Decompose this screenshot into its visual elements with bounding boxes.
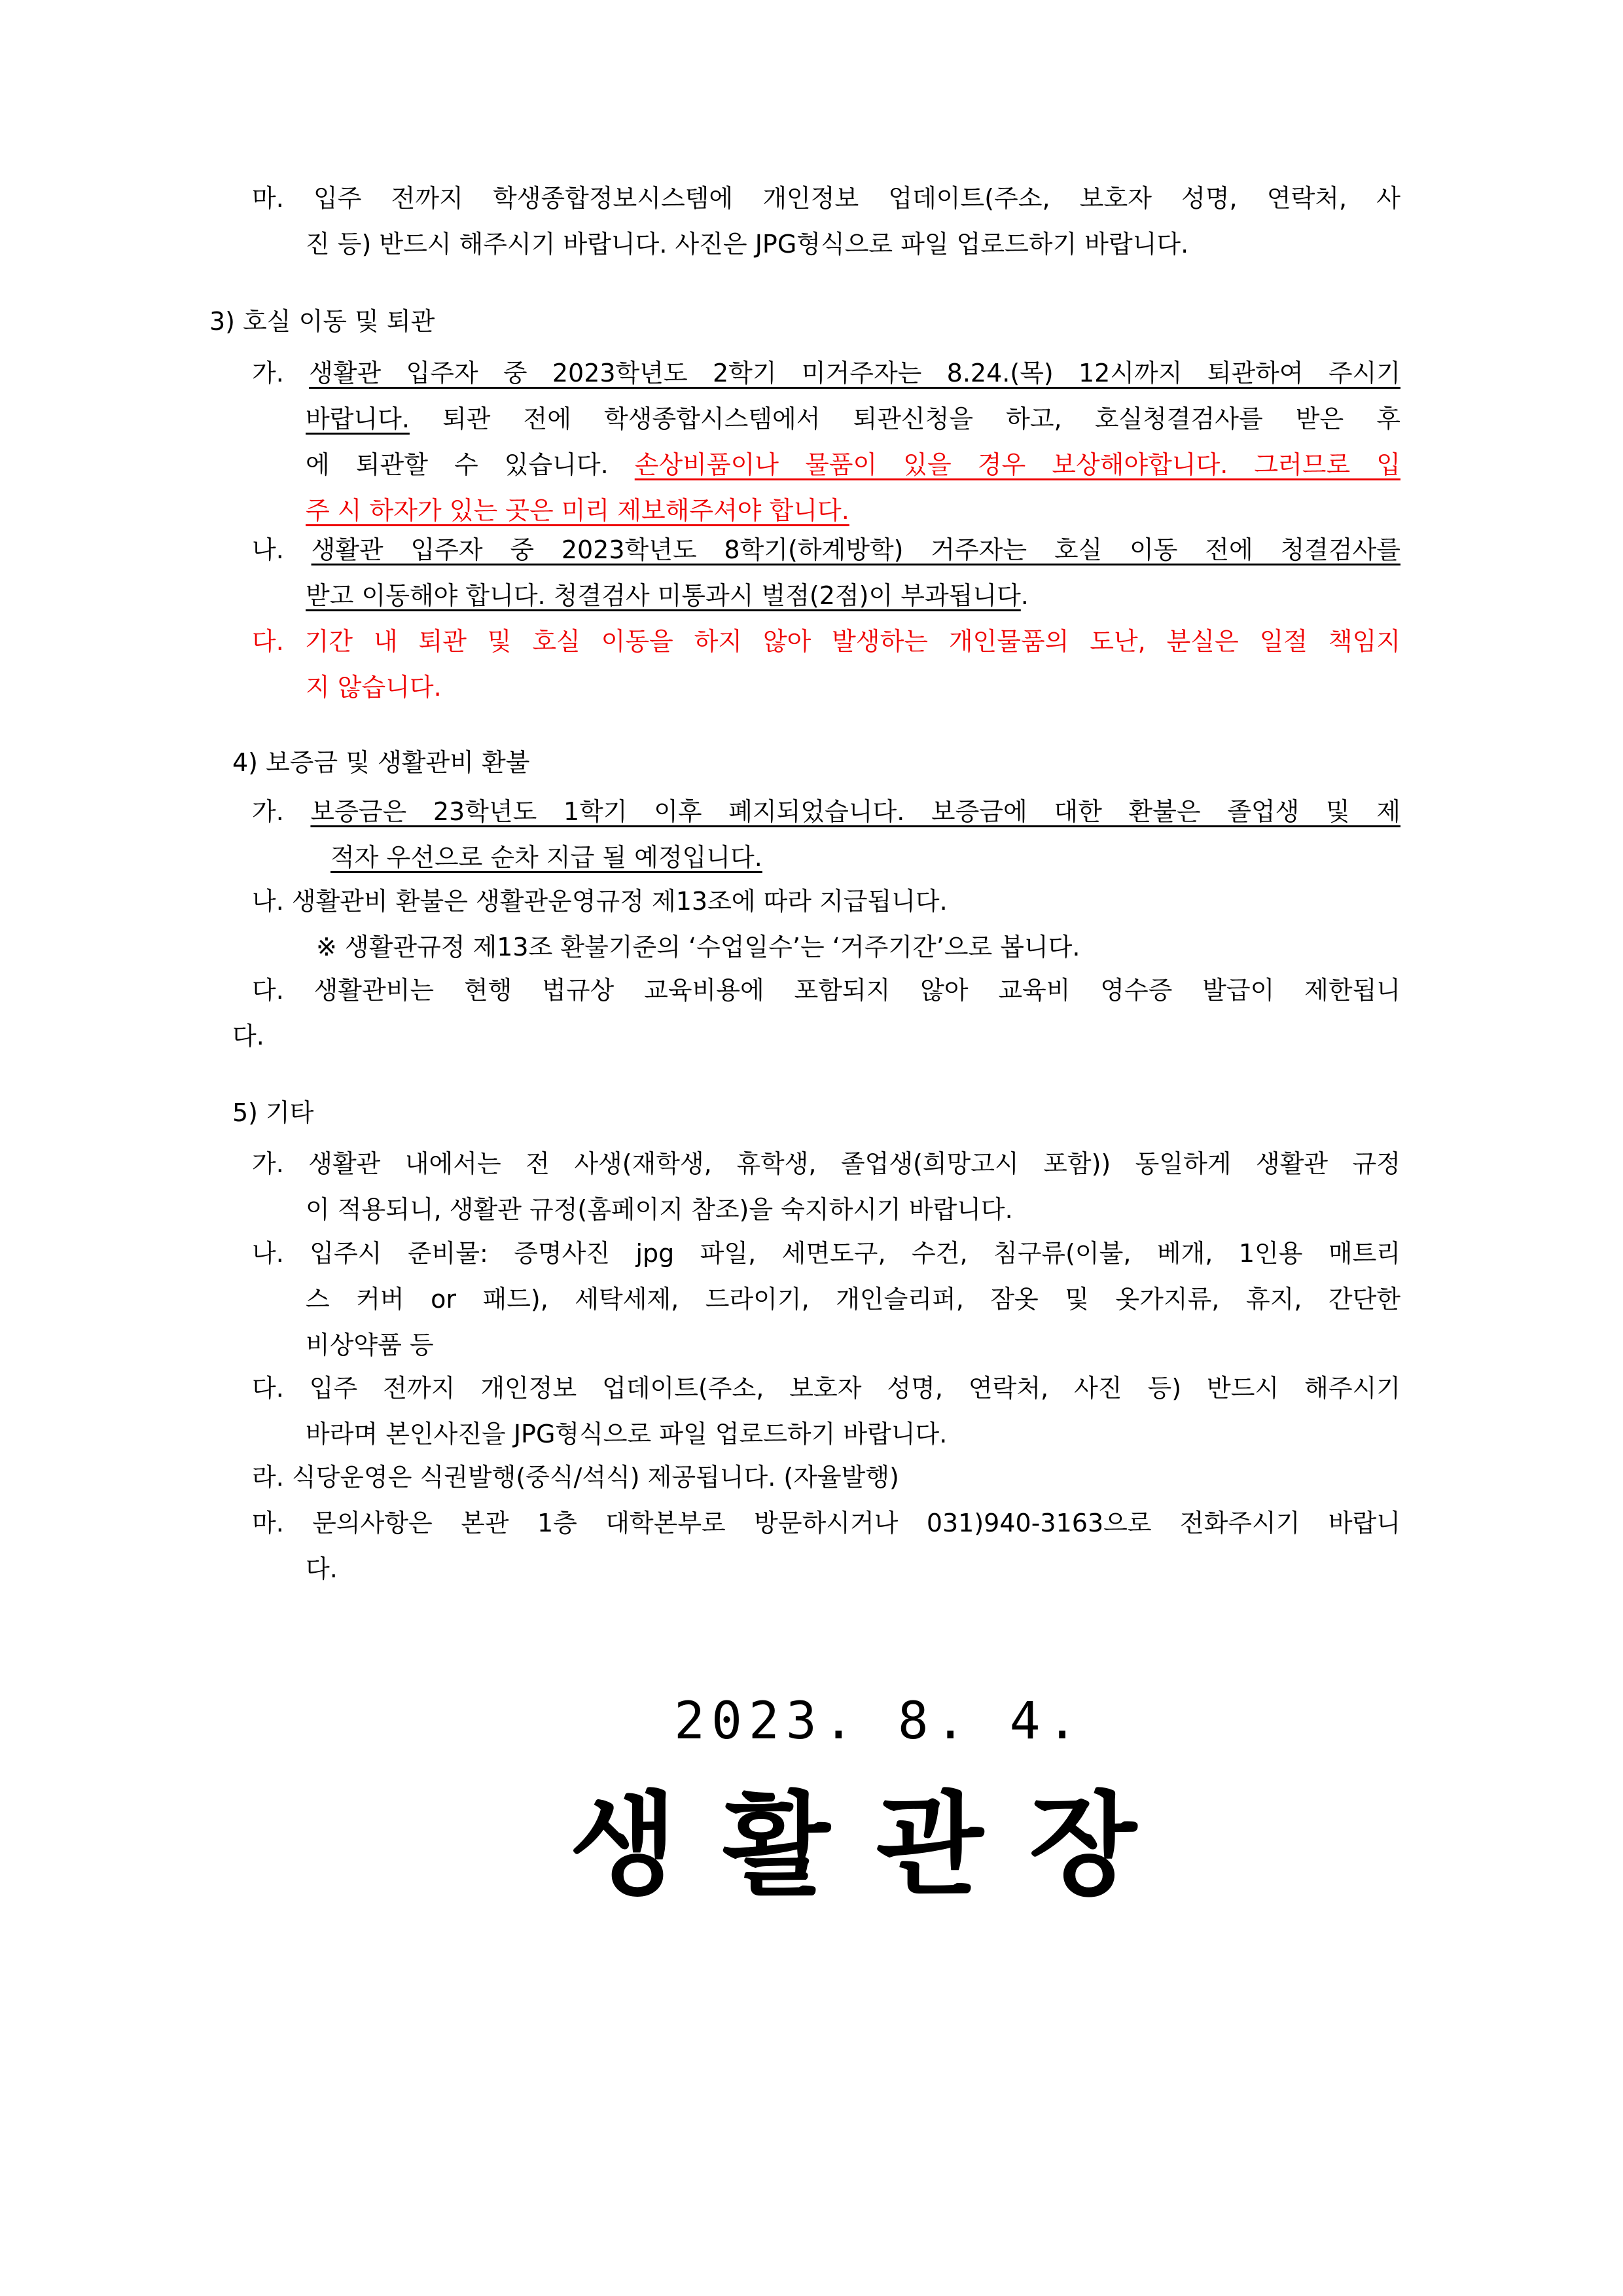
section4-item-da xyxy=(232,967,1400,1059)
section5-da-line1: 다. 입주 전까지 개인정보 업데이트(주소, 보호자 성명, 연락처, 사진 등) 반드시 해주시기 xyxy=(252,1374,1400,1403)
section3-na-text2-end: . xyxy=(1020,581,1029,610)
section4-heading: 4) 보증금 및 생활관비 환불 xyxy=(232,748,530,777)
section5-ra-line: 라. 식당운영은 식권발행(중식/석식) 제공됩니다. (자율발행) xyxy=(252,1463,899,1492)
section3-ga-text3-red: 손상비품이나 물품이 있을 경우 보상해야합니다. 그러므로 입 xyxy=(634,450,1400,479)
section4-ga-prefix: 가. xyxy=(252,797,311,826)
section3-item-ga xyxy=(252,350,1400,533)
section3-na-prefix: 나. xyxy=(252,535,312,564)
section3-ga-text3-pre: 에 퇴관할 수 있습니다. xyxy=(306,450,635,479)
item-ma-top xyxy=(252,175,1400,267)
section5-ga-line2: 이 적용되니, 생활관 규정(홈페이지 참조)을 숙지하시기 바랍니다. xyxy=(306,1195,1013,1224)
section4-ga-line1 xyxy=(252,789,1400,834)
section3-ga-text1: 생활관 입주자 중 2023학년도 2학기 미거주자는 8.24.(목) 12시까지 퇴관하여 주시기 xyxy=(309,359,1400,387)
section5-na-line1: 나. 입주시 준비물: 증명사진 jpg 파일, 세면도구, 수건, 침구류(이불, 베개, 1인용 매트리 xyxy=(252,1239,1400,1268)
section3-na-text1: 생활관 입주자 중 2023학년도 8학기(하계방학) 거주자는 호실 이동 전에 청결검사를 xyxy=(311,535,1400,564)
section3-heading: 3) 호실 이동 및 퇴관 xyxy=(209,307,435,336)
item-ma-top-line1: 마. 입주 전까지 학생종합정보시스템에 개인정보 업데이트(주소, 보호자 성명, 연락처, 사 xyxy=(252,184,1400,213)
section3-ga-line3 xyxy=(252,442,1400,488)
section3-ga-prefix: 가. xyxy=(252,359,310,387)
section4-da-line2: 다. xyxy=(232,1022,264,1050)
section4-na-line: 나. 생활관비 환불은 생활관운영규정 제13조에 따라 지급됩니다. xyxy=(252,887,948,916)
section4-item-ga xyxy=(252,789,1400,880)
section5-ga-line1: 가. 생활관 내에서는 전 사생(재학생, 휴학생, 졸업생(희망고시 포함)) 동일하게 생활관 규정 xyxy=(252,1149,1400,1178)
section5-na-line3: 비상약품 등 xyxy=(306,1331,434,1359)
section3-na-line1 xyxy=(252,527,1400,573)
document-date: 2023. 8. 4. xyxy=(674,1692,1084,1751)
section5-ma-line1: 마. 문의사항은 본관 1층 대학본부로 방문하시거나 031)940-3163으로 전화주시기 바랍니 xyxy=(252,1509,1400,1537)
section3-item-na xyxy=(252,527,1400,619)
section3-da-line1: 다. 기간 내 퇴관 및 호실 이동을 하지 않아 발생하는 개인물품의 도난, 분실은 일절 책임지 xyxy=(252,627,1400,656)
section4-ga-text2: 적자 우선으로 순차 지급 될 예정입니다. xyxy=(330,843,762,872)
section3-da-line2: 지 않습니다. xyxy=(306,673,442,702)
item-ma-top-line2: 진 등) 반드시 해주시기 바랍니다. 사진은 JPG형식으로 파일 업로드하기 바랍니다. xyxy=(306,230,1189,259)
section5-item-na xyxy=(252,1230,1400,1368)
section5-na-line2: 스 커버 or 패드), 세탁세제, 드라이기, 개인슬리퍼, 잠옷 및 옷가지류, 휴지, 간단한 xyxy=(306,1285,1400,1314)
section3-ga-line1 xyxy=(252,350,1400,396)
section4-da-line1: 다. 생활관비는 현행 법규상 교육비용에 포함되지 않아 교육비 영수증 발급이 제한됩니 xyxy=(252,976,1400,1005)
section5-heading: 5) 기타 xyxy=(232,1098,314,1127)
section5-item-ga xyxy=(252,1141,1400,1232)
section3-ga-text4-red: 주 시 하자가 있는 곳은 미리 제보해주셔야 합니다. xyxy=(306,496,849,525)
section3-ga-line2 xyxy=(252,396,1400,442)
section5-item-da xyxy=(252,1365,1400,1457)
section3-ga-text2-underlined: 바랍니다. xyxy=(306,404,410,433)
section4-ga-text1: 보증금은 23학년도 1학기 이후 폐지되었습니다. 보증금에 대한 환불은 졸업생 및 제 xyxy=(310,797,1400,826)
section5-item-ra xyxy=(252,1454,1400,1500)
section4-ga-line2 xyxy=(252,834,1400,880)
section5-ma-line2: 다. xyxy=(306,1554,338,1583)
section3-ga-text2-rest: 퇴관 전에 학생종합시스템에서 퇴관신청을 하고, 호실청결검사를 받은 후 xyxy=(409,404,1400,433)
section5-da-line2: 바라며 본인사진을 JPG형식으로 파일 업로드하기 바랍니다. xyxy=(306,1420,948,1448)
section3-item-da xyxy=(252,619,1400,710)
section5-item-ma xyxy=(252,1500,1400,1592)
section4-item-na xyxy=(252,878,1400,970)
section3-na-line2 xyxy=(252,573,1400,619)
section3-na-text2: 받고 이동해야 합니다. 청결검사 미통과시 벌점(2점)이 부과됩니다 xyxy=(306,581,1021,610)
signer-title: 생활관장 xyxy=(569,1781,1183,1910)
section4-note: ※ 생활관규정 제13조 환불기준의 ‘수업일수’는 ‘거주기간’으로 봅니다. xyxy=(316,933,1080,961)
